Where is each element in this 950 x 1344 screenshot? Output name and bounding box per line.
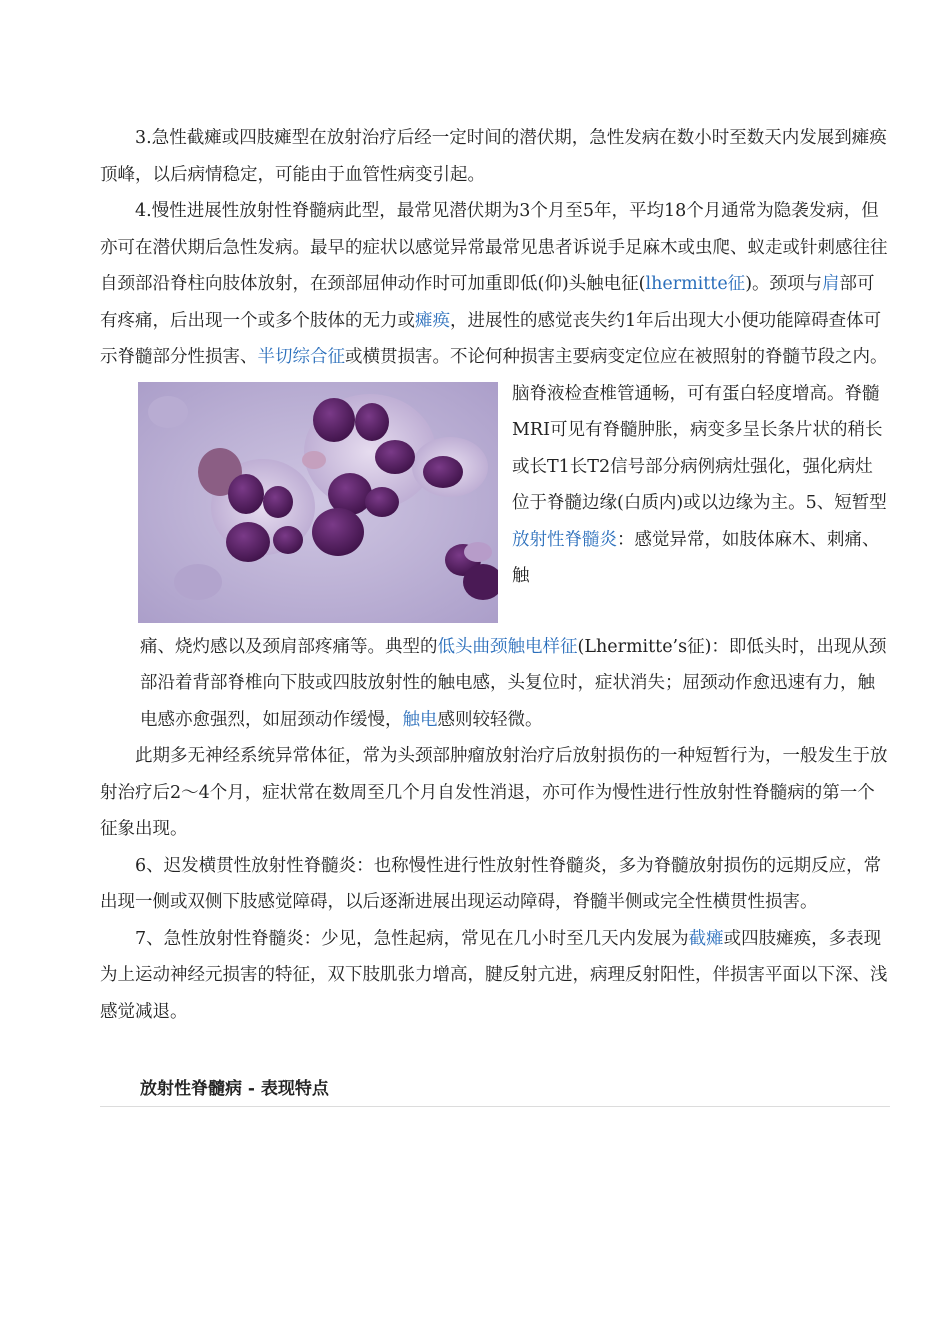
section-divider bbox=[100, 1106, 890, 1107]
paragraph-3: 3.急性截瘫或四肢瘫型在放射治疗后经一定时间的潜伏期，急性发病在数小时至数天内发展到瘫痪顶峰，以后病情稳定，可能由于血管性病变引起。 bbox=[100, 128, 887, 185]
continuation-text-a: 痛、烧灼感以及颈肩部疼痛等。典型的 bbox=[140, 636, 438, 657]
wrapped-text-b: ：感觉异常，如肢体麻木、刺痛、触 bbox=[512, 529, 880, 586]
link-paraplegia[interactable]: 截瘫 bbox=[688, 928, 724, 949]
paragraph-4-text-e: 或横贯损害。不论何种损害主要病变定位应在被照射的脊髓节段之内。 bbox=[345, 347, 888, 367]
document-page bbox=[100, 120, 890, 1107]
link-hemisection-syndrome[interactable]: 半切综合征 bbox=[257, 347, 345, 367]
paragraph-4-text-d: ，进展性的感觉丧失约1年后出现大小便功能障碍查体可示脊髓部分性损害、 bbox=[100, 310, 882, 367]
wrapped-text-a: 脑脊液检查椎管通畅，可有蛋白轻度增高。脊髓MRI可见有脊髓肿胀，病变多呈长条片状的稍长或长T1长T2信号部分病例病灶强化，强化病灶位于脊髓边缘(白质内)或以边缘为主。5、短暂型 bbox=[512, 383, 887, 513]
paragraph-4-text-a: 4.慢性进展性放射性脊髓病此型，最常见潜伏期为3个月至5年，平均18个月通常为隐袭发病，但亦可在潜伏期后急性发病。最早的症状以感觉异常最常见患者诉说手足麻木或虫爬、蚁走或针刺感往往自颈部沿脊柱向肢体放射，在颈部屈伸动作时可加重即低(仰)头触电征( bbox=[100, 201, 888, 294]
link-shoulder[interactable]: 肩 bbox=[822, 274, 840, 294]
link-electric-shock[interactable]: 触电 bbox=[402, 709, 438, 730]
continuation-text-c: 感则较轻微。 bbox=[437, 709, 543, 730]
continuation-paragraph bbox=[100, 629, 890, 739]
paragraph-7-text-a: 7、急性放射性脊髓炎：少见，急性起病，常见在几小时至几天内发展为 bbox=[135, 928, 689, 949]
paragraph-6: 6、迟发横贯性放射性脊髓炎：也称慢性进行性放射性脊髓炎，多为脊髓放射损伤的远期反应，常出现一侧或双侧下肢感觉障碍，以后逐渐进展出现运动障碍，脊髓半侧或完全性横贯性损害。 bbox=[100, 855, 882, 912]
paragraph-7-text-b: 或四肢瘫痪，多表现为上运动神经元损害的特征，双下肢肌张力增高，腱反射亢进，病理反射阳性，伴损害平面以下深、浅感觉减退。 bbox=[100, 928, 888, 1022]
paragraph-transient-phase: 此期多无神经系统异常体征，常为头颈部肿瘤放射治疗后放射损伤的一种短暂行为，一般发生于放射治疗后2～4个月，症状常在数周至几个月自发性消退，亦可作为慢性进行性放射性脊髓病的第一个征象出现。 bbox=[100, 746, 888, 839]
link-lhermitte-sign[interactable]: lhermitte征 bbox=[645, 274, 746, 294]
micrograph-image bbox=[138, 382, 498, 623]
paragraph-7 bbox=[100, 921, 890, 1031]
paragraph-4-text-c: 部可有疼痛，后出现一个或多个肢体的无力或 bbox=[100, 274, 875, 331]
cell-micrograph bbox=[138, 382, 498, 623]
link-paralysis[interactable]: 瘫痪 bbox=[415, 310, 450, 331]
continuation-text-b: (Lhermitte’s征)：即低头时，出现从颈部沿着背部脊椎向下肢或四肢放射性的触电感，头复位时，症状消失；屈颈动作愈迅速有力，触电感亦愈强烈，如屈颈动作缓慢， bbox=[140, 636, 887, 730]
section-heading: 放射性脊髓病 - 表现特点 bbox=[140, 1079, 329, 1099]
paragraph-4 bbox=[100, 193, 890, 376]
paragraph-4-text-b: )。颈项与 bbox=[745, 274, 823, 294]
link-radiation-myelitis[interactable]: 放射性脊髓炎 bbox=[512, 529, 617, 550]
link-lhermitte-neck-flexion-sign[interactable]: 低头曲颈触电样征 bbox=[437, 636, 578, 657]
